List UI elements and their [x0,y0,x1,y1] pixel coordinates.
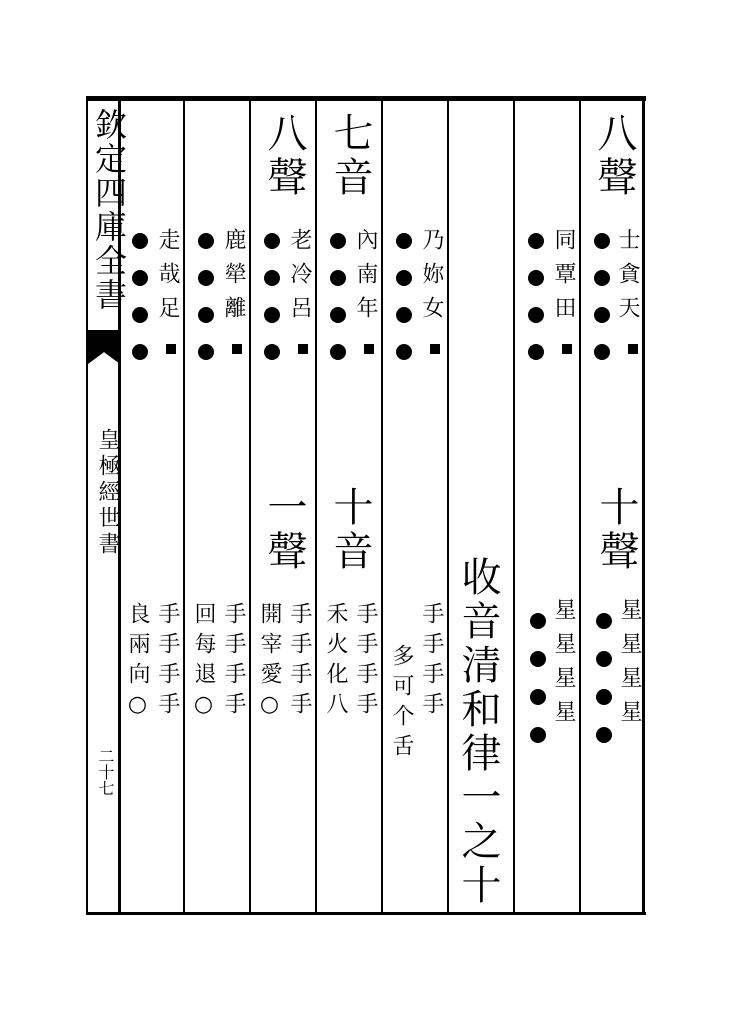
column-1-mid-heading: 十聲 [593,486,639,574]
column-5-chars-bottom: 手手手手 [353,602,378,722]
sound-dot [596,689,612,705]
sound-dot [198,344,214,360]
column-6-chars-bottom2: 開宰愛○ [257,602,282,725]
top-border [86,96,646,101]
blank-mark [430,344,440,354]
blank-mark [232,344,242,354]
sound-dot [596,727,612,743]
sound-dot [528,307,544,323]
column-7-chars-top: 鹿犖離 [221,228,246,330]
blank-mark [628,344,638,354]
sound-dot [132,344,148,360]
column-4-chars-top: 乃妳女 [419,228,444,330]
bottom-border [86,912,646,915]
sound-dot [198,233,214,249]
column-rule [381,100,383,912]
sound-dot [594,307,610,323]
column-rule [183,100,185,912]
blank-mark [166,344,176,354]
column-6-chars-top: 老冷呂 [287,228,312,330]
column-rule [249,100,251,912]
sound-dot [330,344,346,360]
sound-dot [594,233,610,249]
column-4-chars-bottom2: 多可个舌 [389,644,414,764]
column-5-chars-top: 內南年 [353,228,378,330]
right-border [642,96,645,915]
sound-dot [396,270,412,286]
sound-dot [264,307,280,323]
blank-mark [298,344,308,354]
sound-dot [530,651,546,667]
column-5-chars-bottom2: 禾火化八 [323,602,348,722]
sound-dot [396,233,412,249]
column-7-chars-bottom2: 回每退○ [191,602,216,725]
column-8-chars-bottom2: 良兩向○ [125,602,150,725]
column-6-heading: 八聲 [261,112,307,200]
sound-dot [530,689,546,705]
sound-dot [132,307,148,323]
sound-dot [198,307,214,323]
sound-dot [264,344,280,360]
column-7-chars-bottom: 手手手手 [221,602,246,722]
column-rule [579,100,581,912]
sound-dot [528,233,544,249]
sound-dot [596,651,612,667]
column-5-heading: 七音 [327,112,373,200]
column-rule [447,100,449,912]
sound-dot [198,270,214,286]
book-title: 欽定四庫全書 [90,108,128,312]
column-5-mid-heading: 十音 [327,486,373,574]
sound-dot [132,270,148,286]
sound-dot [594,344,610,360]
sound-dot [132,233,148,249]
folio-number: 二十七 [96,748,115,796]
sound-dot [528,344,544,360]
column-1-chars-bottom: 星星星星 [617,598,642,734]
sound-dot [264,270,280,286]
column-8-chars-top: 走哉足 [155,228,180,330]
sound-dot [530,613,546,629]
sound-dot [264,233,280,249]
blank-mark [562,344,572,354]
column-2-chars-bottom: 星星星星 [551,598,576,734]
section-heading: 收音清和律一之十 [455,556,501,908]
sound-dot [528,270,544,286]
sound-dot [530,727,546,743]
column-1-chars-top: 士貪天 [615,228,640,330]
blank-mark [364,344,374,354]
column-6-mid-heading: 一聲 [261,486,307,574]
sound-dot [330,307,346,323]
column-2-chars-top: 同覃田 [551,228,576,330]
sound-dot [396,344,412,360]
column-8-chars-bottom: 手手手手 [155,602,180,722]
column-4-chars-bottom: 手手手手 [419,602,444,722]
column-rule [513,100,515,912]
sound-dot [596,613,612,629]
sound-dot [330,233,346,249]
work-title: 皇極經世書 [95,428,120,558]
fishtail-mark [88,330,120,364]
column-rule [315,100,317,912]
sound-dot [594,270,610,286]
column-6-chars-bottom: 手手手手 [287,602,312,722]
sound-dot [330,270,346,286]
column-1-heading: 八聲 [591,112,637,200]
sound-dot [396,307,412,323]
